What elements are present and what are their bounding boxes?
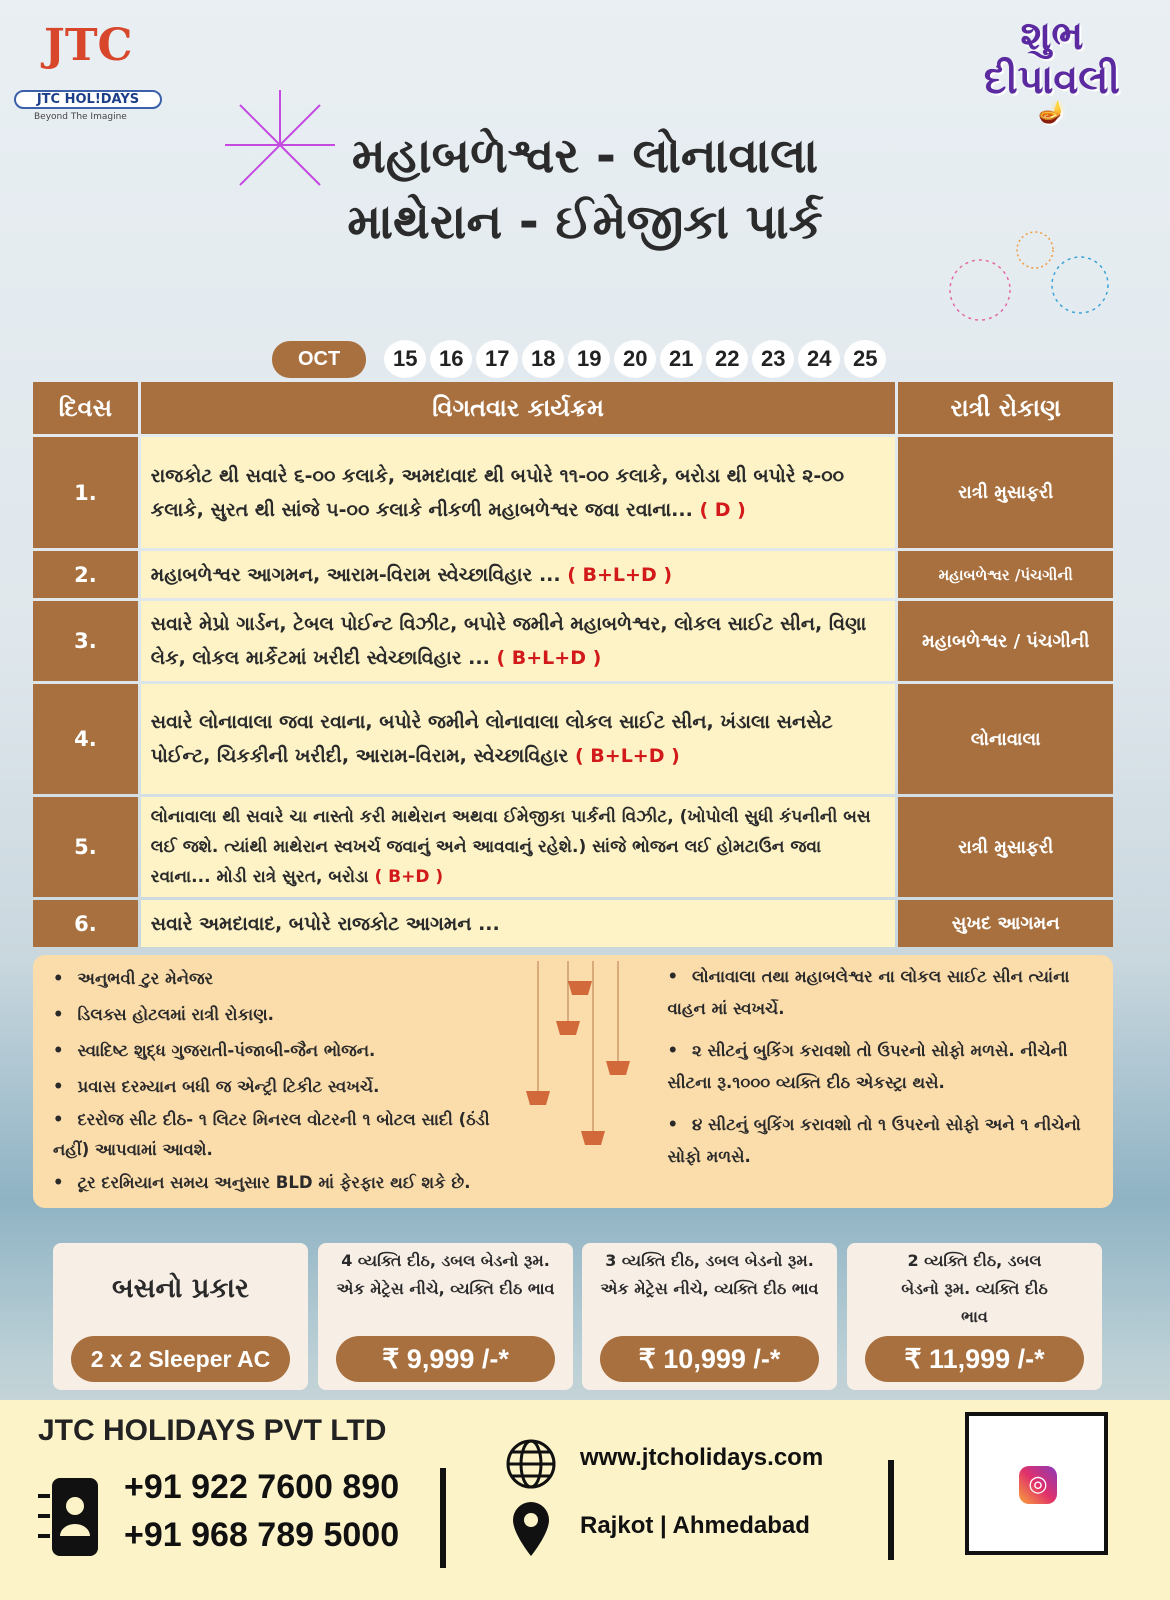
- program-text: સવારે મેપ્રો ગાર્ડન, ટેબલ પોઈન્ટ વિઝીટ, બપોરે જમીને મહાબળેશ્વર, લોકલ સાઈટ સીન, વિણા લેક, લોકલ માર્કેટમાં ખરીદી સ્વેચ્છાવિહાર ...: [150, 613, 867, 669]
- inclusions-left: [53, 961, 508, 1202]
- departure-dates: [272, 340, 886, 378]
- date-day: 20: [614, 340, 656, 378]
- row-stay: મહાબળેશ્વર / પંચગીની: [898, 601, 1113, 681]
- date-day: 16: [430, 340, 472, 378]
- row-stay: રાત્રી મુસાફરી: [898, 437, 1113, 548]
- brand-logo: [14, 14, 162, 122]
- inclusion-item: • ૪ સીટનું બુકિંગ કરાવશો તો ૧ ઉપરનો સોફો અને ૧ નીચેનો સોફો મળસે.: [668, 1109, 1094, 1173]
- inclusion-item: • અનુભવી ટુર મેનેજર: [53, 961, 508, 997]
- phone-book-icon: [38, 1478, 100, 1558]
- instagram-icon: ◎: [1019, 1466, 1057, 1504]
- price-label: 2 વ્યક્તિ દીઠ, ડબલ બેડનો રૂમ. વ્યક્તિ દીઠ ભાવ: [901, 1251, 1048, 1326]
- bus-type-value: 2 x 2 Sleeper AC: [71, 1336, 290, 1382]
- date-day: 21: [660, 340, 702, 378]
- table-row: [33, 684, 1113, 794]
- date-day: 19: [568, 340, 610, 378]
- price-card-2-person: [847, 1243, 1102, 1390]
- logo-tagline: Beyond The Imagine: [34, 112, 127, 122]
- meal-plan: ( B+D ): [374, 867, 444, 887]
- row-day: 1.: [33, 437, 138, 548]
- date-day: 22: [706, 340, 748, 378]
- inclusion-item: • ડિલક્સ હોટલમાં રાત્રી રોકાણ.: [53, 997, 508, 1033]
- meal-plan: ( B+L+D ): [496, 647, 602, 669]
- inclusion-item: • દરરોજ સીટ દીઠ- ૧ લિટર મિનરલ વોટરની ૧ બોટલ સાદી (ઠંડી નહીં) આપવામાં આવશે.: [53, 1105, 508, 1165]
- row-program: [141, 684, 896, 794]
- inclusion-item: • પ્રવાસ દરમ્યાન બધી જ એન્ટ્રી ટિકીટ સ્વખર્ચે.: [53, 1069, 508, 1105]
- inclusion-item: • ટૂર દરમિયાન સમય અનુસાર BLD માં ફેરફાર થઈ શકે છે.: [53, 1165, 508, 1201]
- price-label: 4 વ્યક્તિ દીઠ, ડબલ બેડનો રૂમ. એક મેટ્રેસ નીચે, વ્યક્તિ દીઠ ભાવ: [336, 1251, 555, 1298]
- meal-plan: ( D ): [699, 498, 746, 521]
- row-program: [141, 551, 896, 598]
- company-name: JTC HOLIDAYS PVT LTD: [38, 1414, 387, 1447]
- row-program: [141, 601, 896, 681]
- inclusion-item: • ૨ સીટનું બુકિંગ કરાવશો તો ઉપરનો સોફો મળસે. નીચેની સીટના રૂ.૧૦૦૦ વ્યક્તિ દીઠ એકસ્ટ્રા થસે.: [668, 1035, 1094, 1099]
- website-link[interactable]: www.jtcholidays.com: [580, 1444, 824, 1471]
- title-line-1: મહાબળેશ્વર - લોનાવાલા: [351, 128, 819, 184]
- date-day: 24: [798, 340, 840, 378]
- qr-code[interactable]: [965, 1412, 1108, 1555]
- row-stay: સુખદ આગમન: [898, 900, 1113, 947]
- location-pin-icon: [510, 1500, 552, 1560]
- row-day: 2.: [33, 551, 138, 598]
- header-stay: રાત્રી રોકાણ: [898, 382, 1113, 434]
- row-program: [141, 437, 896, 548]
- program-text: સવારે અમદાવાદ, બપોરે રાજકોટ આગમન ...: [150, 912, 500, 935]
- program-text: સવારે લોનાવાલા જવા રવાના, બપોરે જમીને લોનાવાલા લોકલ સાઈટ સીન, ખંડાલા સનસેટ પોઈન્ટ, ચિકકીની ખરીદી, આરામ-વિરામ, સ્વેચ્છાવિહાર: [150, 711, 833, 767]
- header-day: દિવસ: [33, 382, 138, 434]
- row-stay: લોનાવાલા: [898, 684, 1113, 794]
- price-value: ₹ 10,999 /-*: [600, 1336, 819, 1382]
- meal-plan: ( B+L+D ): [567, 563, 673, 586]
- phone-number[interactable]: +91 922 7600 890: [124, 1468, 400, 1506]
- program-text: મહાબળેશ્વર આગમન, આરામ-વિરામ સ્વેચ્છાવિહાર ...: [150, 563, 561, 586]
- date-day: 25: [844, 340, 886, 378]
- row-day: 6.: [33, 900, 138, 947]
- logo-mark: JTC: [44, 20, 133, 71]
- price-card-4-person: [318, 1243, 573, 1390]
- logo-name: JTC HOL!DAYS: [14, 90, 162, 109]
- phone-number[interactable]: +91 968 789 5000: [124, 1516, 400, 1554]
- footer: [0, 1400, 1170, 1600]
- row-stay: મહાબળેશ્વર /પંચગીની: [898, 551, 1113, 598]
- divider: [888, 1460, 894, 1560]
- price-card-3-person: [582, 1243, 837, 1390]
- diya-icon: 🪔: [1038, 100, 1066, 125]
- inclusions-box: [33, 955, 1113, 1208]
- table-header: [33, 382, 1113, 434]
- table-row: [33, 551, 1113, 598]
- date-day: 15: [384, 340, 426, 378]
- price-value: ₹ 11,999 /-*: [865, 1336, 1084, 1382]
- diwali-greeting: [984, 14, 1120, 124]
- row-program: [141, 900, 896, 947]
- date-day: 18: [522, 340, 564, 378]
- inclusions-right: [668, 961, 1094, 1202]
- bus-type-label: બસનો પ્રકાર: [112, 1273, 249, 1304]
- inclusion-item: • લોનાવાલા તથા મહાબલેશ્વર ના લોકલ સાઈટ સીન ત્યાંના વાહન માં સ્વખર્ચે.: [668, 961, 1094, 1025]
- row-day: 4.: [33, 684, 138, 794]
- row-stay: રાત્રી મુસાફરી: [898, 797, 1113, 897]
- row-day: 5.: [33, 797, 138, 897]
- price-value: ₹ 9,999 /-*: [336, 1336, 555, 1382]
- program-text: રાજકોટ થી સવારે ૬-૦૦ કલાકે, અમદાવાદ થી બપોરે ૧૧-૦૦ કલાકે, બરોડા થી બપોરે ૨-૦૦ કલાકે, સુરત થી સાંજે ૫-૦૦ કલાકે નીકળી મહાબળેશ્વર જવા રવાના...: [150, 464, 845, 521]
- table-row: [33, 797, 1113, 897]
- table-row: [33, 437, 1113, 548]
- office-locations: Rajkot | Ahmedabad: [580, 1512, 810, 1539]
- row-day: 3.: [33, 601, 138, 681]
- itinerary-table: [33, 382, 1113, 950]
- table-row: [33, 900, 1113, 947]
- table-row: [33, 601, 1113, 681]
- greeting-line: દીપાવલી: [983, 57, 1120, 103]
- hanging-diya-icon: [508, 961, 658, 1202]
- program-text: લોનાવાલા થી સવારે ચા નાસ્તો કરી માથેરાન અથવા ઈમેજીકા પાર્કની વિઝીટ, (ખોપોલી સુધી કંપનીની બસ લઈ જશે. ત્યાંથી માથેરાન સ્વખર્ચ જવાનું અને આવવાનું રહેશે.) સાંજે ભોજન લઈ હોમટાઉન જવા રવાના... મોડી રાત્રે સુરત, બરોડા: [150, 807, 871, 887]
- date-month: OCT: [272, 341, 366, 378]
- globe-icon: [505, 1438, 557, 1490]
- title-line-2: માથેરાન - ઈમેજીકા પાર્ક: [347, 194, 823, 250]
- date-day: 23: [752, 340, 794, 378]
- row-program: [141, 797, 896, 897]
- date-day: 17: [476, 340, 518, 378]
- greeting-line: શુભ: [1020, 13, 1084, 59]
- header-program: વિગતવાર કાર્યક્રમ: [141, 382, 896, 434]
- inclusion-item: • સ્વાદિષ્ટ શુદ્ધ ગુજરાતી-પંજાબી-જૈન ભોજન.: [53, 1033, 508, 1069]
- divider: [440, 1468, 446, 1568]
- price-label: 3 વ્યક્તિ દીઠ, ડબલ બેડનો રૂમ. એક મેટ્રેસ નીચે, વ્યક્તિ દીઠ ભાવ: [600, 1251, 819, 1298]
- meal-plan: ( B+L+D ): [575, 745, 680, 767]
- bus-type-card: [53, 1243, 308, 1390]
